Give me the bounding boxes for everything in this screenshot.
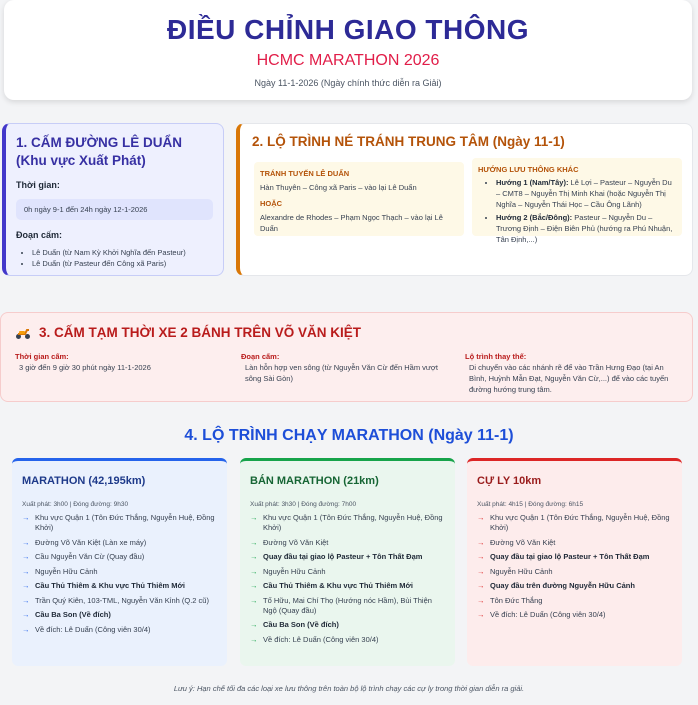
arrow-right-icon: → <box>250 513 258 522</box>
section3-title: 3. CẤM TẠM THỜI XE 2 BÁNH TRÊN VÕ VĂN KIỆT <box>39 325 362 340</box>
arrow-right-icon: → <box>22 537 30 547</box>
arrow-right-icon: → <box>250 566 258 576</box>
route-item <box>250 635 445 645</box>
flow-list <box>478 177 676 245</box>
route-item-text: Khu vực Quận 1 (Tôn Đức Thắng, Nguyễn Huệ, Đồng Khởi) <box>490 513 670 532</box>
footer-note: Lưu ý: Hạn chế tối đa các loại xe lưu thông trên toàn bộ lộ trình chạy các cự ly trong thời gian diễn ra giải. <box>173 684 525 693</box>
arrow-right-icon: → <box>250 634 258 644</box>
section-detour-routes <box>236 123 693 276</box>
route-item-text: Đường Võ Văn Kiệt <box>263 537 329 547</box>
card-title: CỰ LY 10km <box>477 475 542 487</box>
card-meta: Xuất phát: 4h15 | Đóng đường: 6h15 <box>477 501 584 508</box>
ban-segment-label: Đoạn cấm: <box>241 352 280 361</box>
arrow-right-icon: → <box>477 552 485 561</box>
route-item-text: Tôn Đức Thắng <box>490 595 543 605</box>
card-meta: Xuất phát: 3h00 | Đóng đường: 9h30 <box>22 501 129 508</box>
route-item <box>250 538 445 548</box>
arrow-right-icon: → <box>477 566 485 576</box>
route-item-text: Cầu Thủ Thiêm & Khu vực Thủ Thiêm Mới <box>263 581 413 590</box>
page-header <box>4 0 692 100</box>
arrow-right-icon: → <box>22 552 30 561</box>
event-date: Ngày 11-1-2026 (Ngày chính thức diễn ra Giải) <box>254 78 442 88</box>
route-item <box>477 610 672 620</box>
route-item-text: Quay đầu tại giao lộ Pasteur + Tôn Thất Đạm <box>263 552 423 561</box>
ban-time <box>15 351 225 373</box>
arrow-right-icon: → <box>250 537 258 547</box>
card-marathon <box>12 458 227 666</box>
route-item <box>22 538 217 548</box>
arrow-right-icon: → <box>22 513 30 522</box>
section-scooter-ban <box>0 312 693 402</box>
route-item-text: Khu vực Quận 1 (Tôn Đức Thắng, Nguyễn Huệ, Đồng Khởi) <box>35 513 215 532</box>
or-label: HOẶC <box>260 199 283 208</box>
arrow-right-icon: → <box>250 620 258 629</box>
segments-label: Đoạn cấm: <box>16 230 63 240</box>
route-item-text: Quay đầu tại giao lộ Pasteur + Tôn Thất Đạm <box>490 552 650 561</box>
arrow-right-icon: → <box>22 610 30 619</box>
card-meta: Xuất phát: 3h30 | Đóng đường: 7h00 <box>250 501 357 508</box>
route-list <box>477 513 672 620</box>
arrow-right-icon: → <box>477 537 485 547</box>
route-item-text: Đường Võ Văn Kiệt (Làn xe máy) <box>35 537 147 547</box>
route-item <box>22 596 217 606</box>
arrow-right-icon: → <box>22 624 30 634</box>
route-item <box>22 625 217 635</box>
route-item-text: Cầu Ba Son (Về đích) <box>263 620 339 629</box>
route-item <box>250 581 445 591</box>
card-10km <box>467 458 682 666</box>
arrow-right-icon: → <box>250 552 258 561</box>
segments-list <box>16 247 213 269</box>
route-item-text: Về đích: Lê Duẩn (Công viên 30/4) <box>35 624 151 634</box>
route-item-text: Quay đầu trên đường Nguyễn Hữu Cảnh <box>490 581 635 590</box>
route-item <box>22 513 217 533</box>
ban-alt-label: Lộ trình thay thế: <box>465 352 527 361</box>
section2-title: 2. LỘ TRÌNH NÉ TRÁNH TRUNG TÂM (Ngày 11-1) <box>252 134 565 149</box>
avoid-route-1: Hàn Thuyên – Công xã Paris – vào lại Lê Duẩn <box>260 183 417 192</box>
event-name: HCMC MARATHON 2026 <box>256 52 440 69</box>
route-item-text: Đường Võ Văn Kiệt <box>490 537 556 547</box>
route-item-text: Về đích: Lê Duẩn (Công viên 30/4) <box>263 634 379 644</box>
route-item <box>477 581 672 591</box>
flow-text: Pasteur – Nguyễn Du – Trương Định – Điện Biên Phủ (hướng ra Phú Nhuận, Tân Định,...) <box>496 213 673 244</box>
route-item-text: Khu vực Quận 1 (Tôn Đức Thắng, Nguyễn Huệ, Đồng Khởi) <box>263 513 443 532</box>
route-item <box>22 581 217 591</box>
route-item-text: Cầu Ba Son (Về đích) <box>35 610 111 619</box>
ban-alt-value: Di chuyển vào các nhánh rẽ để vào Trần Hưng Đạo (tại An Bình, Huỳnh Mẫn Đạt, Nguyễn Văn Cừ,...) để vào các tuyến đường hướng trung tâm. <box>469 363 669 394</box>
flow-label: Hướng 2 (Bắc/Đông): <box>496 213 573 222</box>
flow-label: Hướng 1 (Nam/Tây): <box>496 178 569 187</box>
arrow-right-icon: → <box>22 595 30 605</box>
arrow-right-icon: → <box>250 595 258 605</box>
avoid-heading: TRÁNH TUYẾN LÊ DUẨN <box>260 169 350 178</box>
arrow-right-icon: → <box>477 513 485 522</box>
other-directions-box <box>472 158 682 244</box>
avoid-le-duan-box <box>254 162 464 236</box>
route-item <box>250 513 445 533</box>
arrow-right-icon: → <box>477 610 485 619</box>
route-item-text: Nguyễn Hữu Cảnh <box>490 566 553 576</box>
section-le-duan-closure <box>2 123 224 276</box>
ban-time-value: 3 giờ đến 9 giờ 30 phút ngày 11-1-2026 <box>19 363 151 372</box>
time-value: 0h ngày 9-1 đến 24h ngày 12-1-2026 <box>16 199 213 220</box>
card-title: BÁN MARATHON (21km) <box>250 475 379 487</box>
route-list <box>250 513 445 645</box>
route-item <box>477 513 672 533</box>
card-title: MARATHON (42,195km) <box>22 475 146 487</box>
route-item <box>477 596 672 606</box>
section3-heading <box>15 325 678 340</box>
route-item-text: Trần Quý Kiên, 103-TML, Nguyễn Văn Kỉnh (Q.2 cũ) <box>35 595 209 605</box>
route-item <box>250 552 445 562</box>
page-title: ĐIỀU CHỈNH GIAO THÔNG <box>166 14 530 45</box>
route-item <box>477 538 672 548</box>
route-item-text: Nguyễn Hữu Cảnh <box>263 566 326 576</box>
card-half-marathon <box>240 458 455 666</box>
scooter-icon <box>15 326 31 340</box>
route-item <box>22 567 217 577</box>
route-list <box>22 513 217 635</box>
ban-segment <box>241 351 451 384</box>
time-label: Thời gian: <box>16 180 60 190</box>
arrow-right-icon: → <box>22 581 30 590</box>
route-item <box>250 620 445 630</box>
section4-title: 4. LỘ TRÌNH CHẠY MARATHON (Ngày 11-1) <box>184 427 514 444</box>
section1-title: 1. CẤM ĐƯỜNG LÊ DUẨN (Khu vực Xuất Phát) <box>16 135 182 168</box>
arrow-right-icon: → <box>477 595 485 605</box>
route-item-text: Cầu Nguyễn Văn Cừ (Quay đầu) <box>35 552 145 561</box>
route-item <box>477 552 672 562</box>
route-item <box>250 567 445 577</box>
list-item: • Lê Duẩn (từ Nam Kỳ Khởi Nghĩa đến Pasteur) <box>32 247 213 258</box>
route-item-text: Về đích: Lê Duẩn (Công viên 30/4) <box>490 610 606 619</box>
list-item <box>496 212 676 245</box>
ban-time-label: Thời gian cấm: <box>15 352 69 361</box>
ban-segment-value: Làn hỗn hợp ven sông (từ Nguyễn Văn Cừ đến Hầm vượt sông Sài Gòn) <box>245 363 438 383</box>
route-item <box>477 567 672 577</box>
arrow-right-icon: → <box>22 566 30 576</box>
flow-heading: HƯỚNG LƯU THÔNG KHÁC <box>478 165 579 174</box>
route-item <box>22 552 217 562</box>
route-item-text: Nguyễn Hữu Cảnh <box>35 566 98 576</box>
avoid-route-2: Alexandre de Rhodes – Phạm Ngọc Thạch – vào lại Lê Duẩn <box>260 213 443 233</box>
route-item <box>250 596 445 616</box>
route-item-text: Tố Hữu, Mai Chí Thọ (Hướng nóc Hầm), Bùi Thiện Ngộ (Quay đầu) <box>263 595 432 615</box>
ban-alternative <box>465 351 680 395</box>
route-item <box>22 610 217 620</box>
arrow-right-icon: → <box>477 581 485 590</box>
list-item: • Lê Duẩn (từ Pasteur đến Công xã Paris) <box>32 258 213 269</box>
flow-text: Lê Lợi – Pasteur – Nguyễn Du – CMT8 – Nguyễn Thị Minh Khai (hoặc Nguyễn Thị Nghĩa – Nguyễn Thái Học – Cầu Ông Lãnh) <box>496 178 672 209</box>
route-item-text: Cầu Thủ Thiêm & Khu vực Thủ Thiêm Mới <box>35 581 185 590</box>
list-item <box>496 177 676 210</box>
arrow-right-icon: → <box>250 581 258 590</box>
